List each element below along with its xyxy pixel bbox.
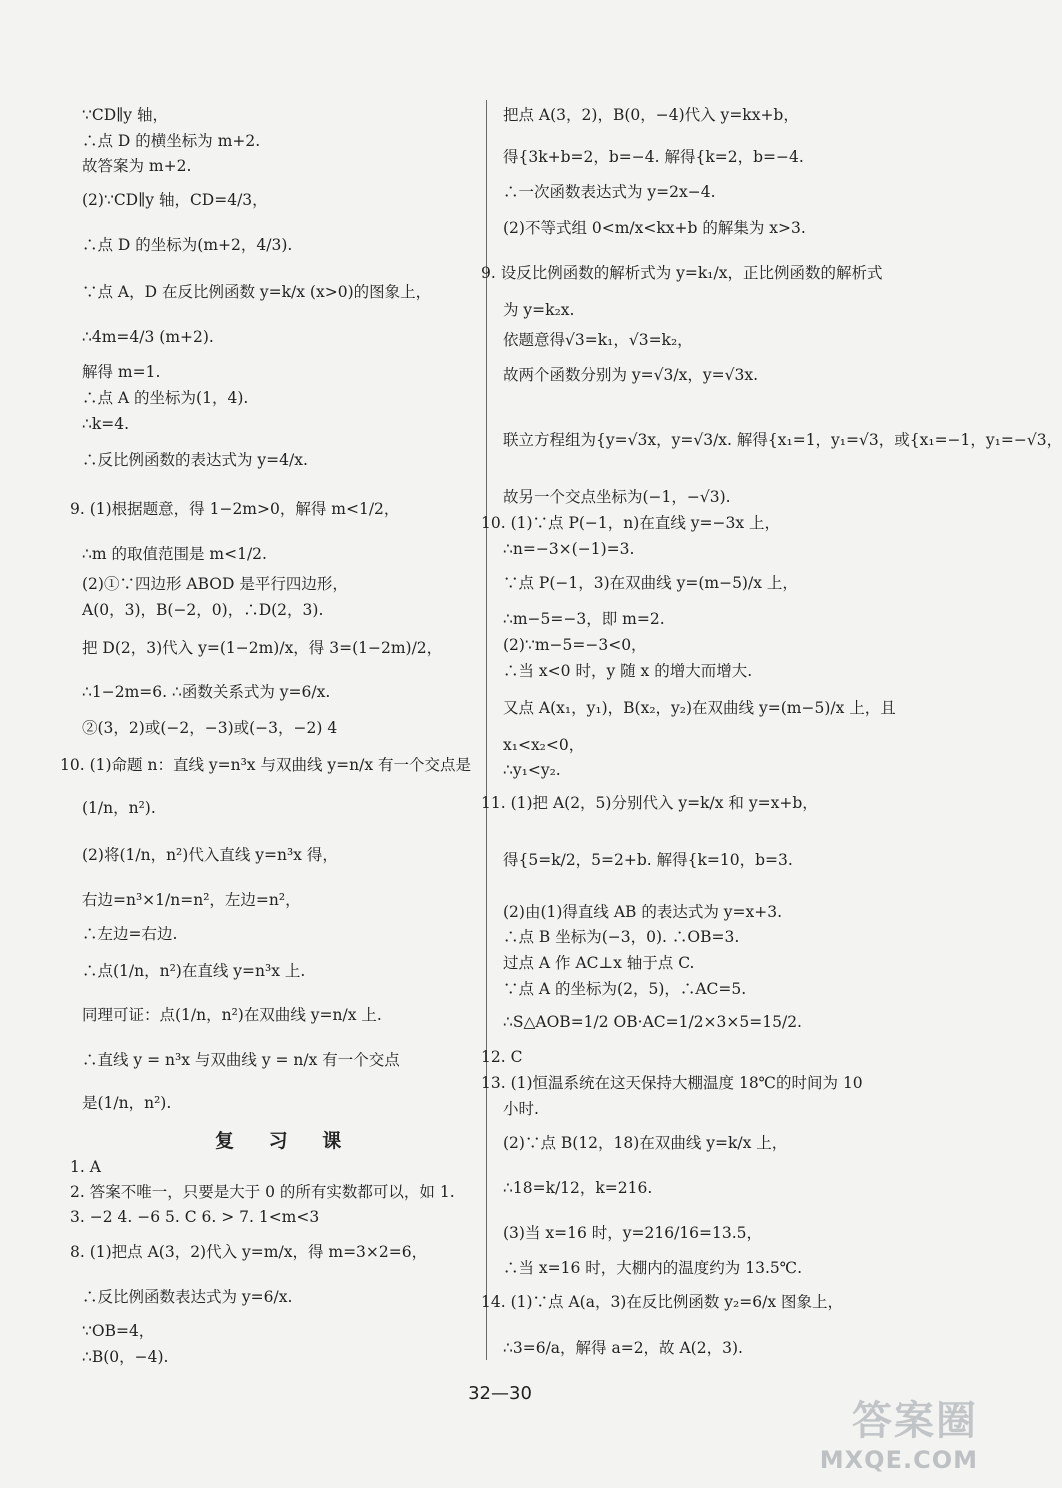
left-text-line: ∵OB=4， bbox=[82, 1322, 155, 1340]
right-text-line: ∴一次函数表达式为 y=2x−4. bbox=[503, 183, 716, 201]
right-text-line: ∴3=6/a，解得 a=2，故 A(2，3). bbox=[503, 1339, 743, 1357]
right-text-line: ∴S△AOB=1/2 OB·AC=1/2×3×5=15/2. bbox=[503, 1013, 802, 1031]
left-text-line: (2)∵CD∥y 轴，CD=4/3， bbox=[82, 191, 268, 209]
right-text-line: 过点 A 作 AC⊥x 轴于点 C. bbox=[503, 954, 695, 972]
right-text-line: 小时. bbox=[503, 1100, 539, 1118]
right-text-line: 得{5=k/2，5=2+b. 解得{k=10，b=3. bbox=[503, 851, 793, 869]
left-text-line: 把 D(2，3)代入 y=(1−2m)/x，得 3=(1−2m)/2， bbox=[82, 639, 443, 657]
left-text-line: (2)将(1/n，n²)代入直线 y=n³x 得， bbox=[82, 846, 338, 864]
section-heading: 复 习 课 bbox=[215, 1130, 356, 1152]
right-text-line: 得{3k+b=2，b=−4. 解得{k=2，b=−4. bbox=[503, 148, 804, 166]
left-text-line: ∴左边=右边. bbox=[82, 925, 178, 943]
right-text-line: 依题意得√3=k₁，√3=k₂， bbox=[503, 331, 693, 349]
right-text-line: ∵点 A 的坐标为(2，5)，∴AC=5. bbox=[503, 980, 747, 998]
right-text-line: 故另一个交点坐标为(−1，−√3). bbox=[503, 488, 731, 506]
right-text-line: ∴18=k/12，k=216. bbox=[503, 1179, 653, 1197]
left-text-line: 1. A bbox=[70, 1158, 101, 1176]
right-text-line: 10. (1)∵点 P(−1，n)在直线 y=−3x 上， bbox=[481, 514, 781, 532]
left-text-line: 8. (1)把点 A(3，2)代入 y=m/x，得 m=3×2=6， bbox=[70, 1243, 428, 1261]
left-text-line: ∴点 A 的坐标为(1，4). bbox=[82, 389, 249, 407]
right-text-line: (2)∵m−5=−3<0， bbox=[503, 636, 647, 654]
watermark-logo-text: 答案圈 bbox=[852, 1398, 978, 1444]
left-text-line: (2)①∵四边形 ABOD 是平行四边形， bbox=[82, 575, 348, 593]
right-text-line: (2)不等式组 0<m/x<kx+b 的解集为 x>3. bbox=[503, 219, 806, 237]
left-text-line: ∴m 的取值范围是 m<1/2. bbox=[82, 545, 267, 563]
left-text-line: ∵CD∥y 轴， bbox=[82, 106, 168, 124]
left-text-line: ∴点 D 的坐标为(m+2，4/3). bbox=[82, 236, 293, 254]
right-text-line: (3)当 x=16 时，y=216/16=13.5， bbox=[503, 1224, 763, 1242]
right-text-line: ∴y₁<y₂. bbox=[503, 761, 561, 779]
left-text-line: ∴B(0，−4). bbox=[82, 1348, 169, 1366]
left-text-line: 3. −2 4. −6 5. C 6. > 7. 1<m<3 bbox=[70, 1208, 320, 1226]
left-text-line: 9. (1)根据题意，得 1−2m>0，解得 m<1/2， bbox=[70, 500, 400, 518]
left-text-line: ∴点(1/n，n²)在直线 y=n³x 上. bbox=[82, 962, 306, 980]
left-text-line: ∴反比例函数表达式为 y=6/x. bbox=[82, 1288, 293, 1306]
left-text-line: ∴反比例函数的表达式为 y=4/x. bbox=[82, 451, 308, 469]
right-text-line: 为 y=k₂x. bbox=[503, 301, 575, 319]
right-text-line: ∴n=−3×(−1)=3. bbox=[503, 540, 635, 558]
right-text-line: x₁<x₂<0， bbox=[503, 736, 585, 754]
left-text-line: 是(1/n，n²). bbox=[82, 1094, 172, 1112]
left-text-line: ②(3，2)或(−2，−3)或(−3，−2) 4 bbox=[82, 719, 338, 737]
left-text-line: ∵点 A，D 在反比例函数 y=k/x (x>0)的图象上， bbox=[82, 283, 432, 301]
left-text-line: A(0，3)，B(−2，0)，∴D(2，3). bbox=[82, 601, 324, 619]
right-text-line: 11. (1)把 A(2，5)分别代入 y=k/x 和 y=x+b， bbox=[481, 794, 818, 812]
column-divider bbox=[486, 100, 487, 1360]
right-text-line: 14. (1)∵点 A(a，3)在反比例函数 y₂=6/x 图象上， bbox=[481, 1293, 843, 1311]
right-text-line: ∴m−5=−3，即 m=2. bbox=[503, 610, 665, 628]
left-text-line: (1/n，n²). bbox=[82, 799, 156, 817]
right-text-line: 把点 A(3，2)，B(0，−4)代入 y=kx+b， bbox=[503, 106, 799, 124]
left-text-line: ∴直线 y = n³x 与双曲线 y = n/x 有一个交点 bbox=[82, 1051, 400, 1069]
right-text-line: (2)∵点 B(12，18)在双曲线 y=k/x 上， bbox=[503, 1134, 788, 1152]
right-text-line: 又点 A(x₁，y₁)，B(x₂，y₂)在双曲线 y=(m−5)/x 上，且 bbox=[503, 699, 896, 717]
right-text-line: ∵点 P(−1，3)在双曲线 y=(m−5)/x 上， bbox=[503, 574, 798, 592]
left-text-line: 2. 答案不唯一，只要是大于 0 的所有实数都可以，如 1. bbox=[70, 1183, 455, 1201]
right-text-line: 9. 设反比例函数的解析式为 y=k₁/x，正比例函数的解析式 bbox=[481, 264, 883, 282]
left-text-line: 同理可证：点(1/n，n²)在双曲线 y=n/x 上. bbox=[82, 1006, 382, 1024]
left-text-line: 解得 m=1. bbox=[82, 363, 161, 381]
left-text-line: ∴1−2m=6. ∴函数关系式为 y=6/x. bbox=[82, 683, 331, 701]
right-text-line: (2)由(1)得直线 AB 的表达式为 y=x+3. bbox=[503, 903, 783, 921]
right-text-line: 12. C bbox=[481, 1048, 523, 1066]
left-text-line: 故答案为 m+2. bbox=[82, 157, 192, 175]
left-text-line: 右边=n³×1/n=n²，左边=n²， bbox=[82, 891, 301, 909]
right-text-line: 联立方程组为{y=√3x，y=√3/x. 解得{x₁=1，y₁=√3，或{x₁=−1，y₁=−√3， bbox=[503, 431, 1062, 449]
left-text-line: 10. (1)命题 n：直线 y=n³x 与双曲线 y=n/x 有一个交点是 bbox=[60, 756, 472, 774]
watermark-url: MXQE.COM bbox=[819, 1446, 978, 1474]
right-text-line: ∴点 B 坐标为(−3，0). ∴OB=3. bbox=[503, 928, 740, 946]
watermark bbox=[820, 1389, 978, 1474]
page-number: 32—30 bbox=[468, 1383, 532, 1404]
right-text-line: 故两个函数分别为 y=√3/x，y=√3x. bbox=[503, 366, 759, 384]
right-text-line: ∴当 x=16 时，大棚内的温度约为 13.5℃. bbox=[503, 1259, 803, 1277]
left-text-line: ∴4m=4/3 (m+2). bbox=[82, 328, 214, 346]
right-text-line: ∴当 x<0 时，y 随 x 的增大而增大. bbox=[503, 662, 753, 680]
right-text-line: 13. (1)恒温系统在这天保持大棚温度 18℃的时间为 10 bbox=[481, 1074, 863, 1092]
left-text-line: ∴k=4. bbox=[82, 415, 130, 433]
left-text-line: ∴点 D 的横坐标为 m+2. bbox=[82, 132, 261, 150]
